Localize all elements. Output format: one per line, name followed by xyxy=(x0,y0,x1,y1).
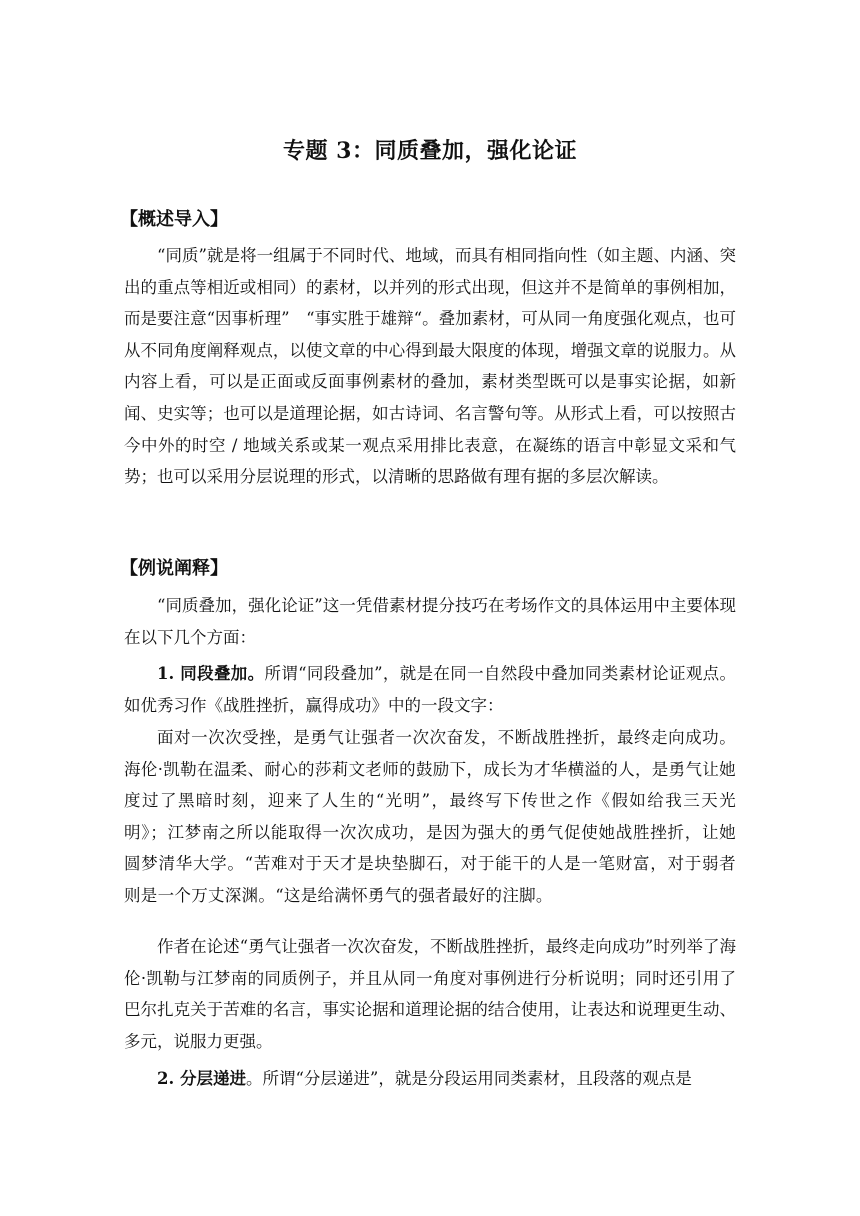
examples-intro-paragraph: “同质叠加，强化论证”这一凭借素材提分技巧在考场作文的具体运用中主要体现在以下几个方面： xyxy=(124,596,736,647)
point2-lead: 2. 分层递进 xyxy=(157,1069,246,1088)
example-quote-paragraph: 面对一次次受挫，是勇气让强者一次次奋发，不断战胜挫折，最终走向成功。海伦·凯勒在温柔、耐心的莎莉文老师的鼓励下，成长为才华横溢的人，是勇气让她度过了黑暗时刻，迎来了人生的“光明”，最终写下传世之作《假如给我三天光明》；江梦南之所以能取得一次次成功，是因为强大的勇气促使她战胜挫折，让她圆梦清华大学。“苦难对于天才是块垫脚石，对于能干的人是一笔财富，对于弱者则是一个万丈深渊。“这是给满怀勇气的强者最好的注脚。 xyxy=(124,728,736,905)
point1-body: 所谓“同段叠加”，就是在同一自然段中叠加同类素材论证观点。如优秀习作《战胜挫折，赢得成功》中的一段文字： xyxy=(124,664,736,715)
point2-paragraph xyxy=(124,1063,736,1095)
point2-body: 。所谓“分层递进”，就是分段运用同类素材，且段落的观点是 xyxy=(245,1069,692,1088)
point1-paragraph xyxy=(124,658,736,721)
overview-paragraph: “同质”就是将一组属于不同时代、地域，而具有相同指向性（如主题、内涵、突出的重点等相近或相同）的素材，以并列的形式出现，但这并不是简单的事例相加，而是要注意“因事析理” “事实胜于雄辩“。叠加素材，可从同一角度强化观点，也可从不同角度阐释观点，以使文章的中心得到最大限度的体现，增强文章的说服力。从内容上看，可以是正面或反面事例素材的叠加，素材类型既可以是事实论据，如新闻、史实等；也可以是道理论据，如古诗词、名言警句等。从形式上看，可以按照古今中外的时空 / 地域关系或某一观点采用排比表意，在凝练的语言中彰显文采和气势；也可以采用分层说理的形式，以清晰的思路做有理有据的多层次解读。 xyxy=(124,246,736,487)
analysis-paragraph: 作者在论述“勇气让强者一次次奋发，不断战胜挫折，最终走向成功”时列举了海伦·凯勒与江梦南的同质例子，并且从同一角度对事例进行分析说明；同时还引用了巴尔扎克关于苦难的名言，事实论据和道理论据的结合使用，让表达和说理更生动、多元，说服力更强。 xyxy=(124,937,736,1051)
point1-lead: 1. 同段叠加。 xyxy=(157,664,265,683)
section-heading-examples: 【例说阐释】 xyxy=(120,558,228,579)
section-heading-overview: 【概述导入】 xyxy=(120,209,228,230)
page-title: 专题 3：同质叠加，强化论证 xyxy=(283,138,577,164)
